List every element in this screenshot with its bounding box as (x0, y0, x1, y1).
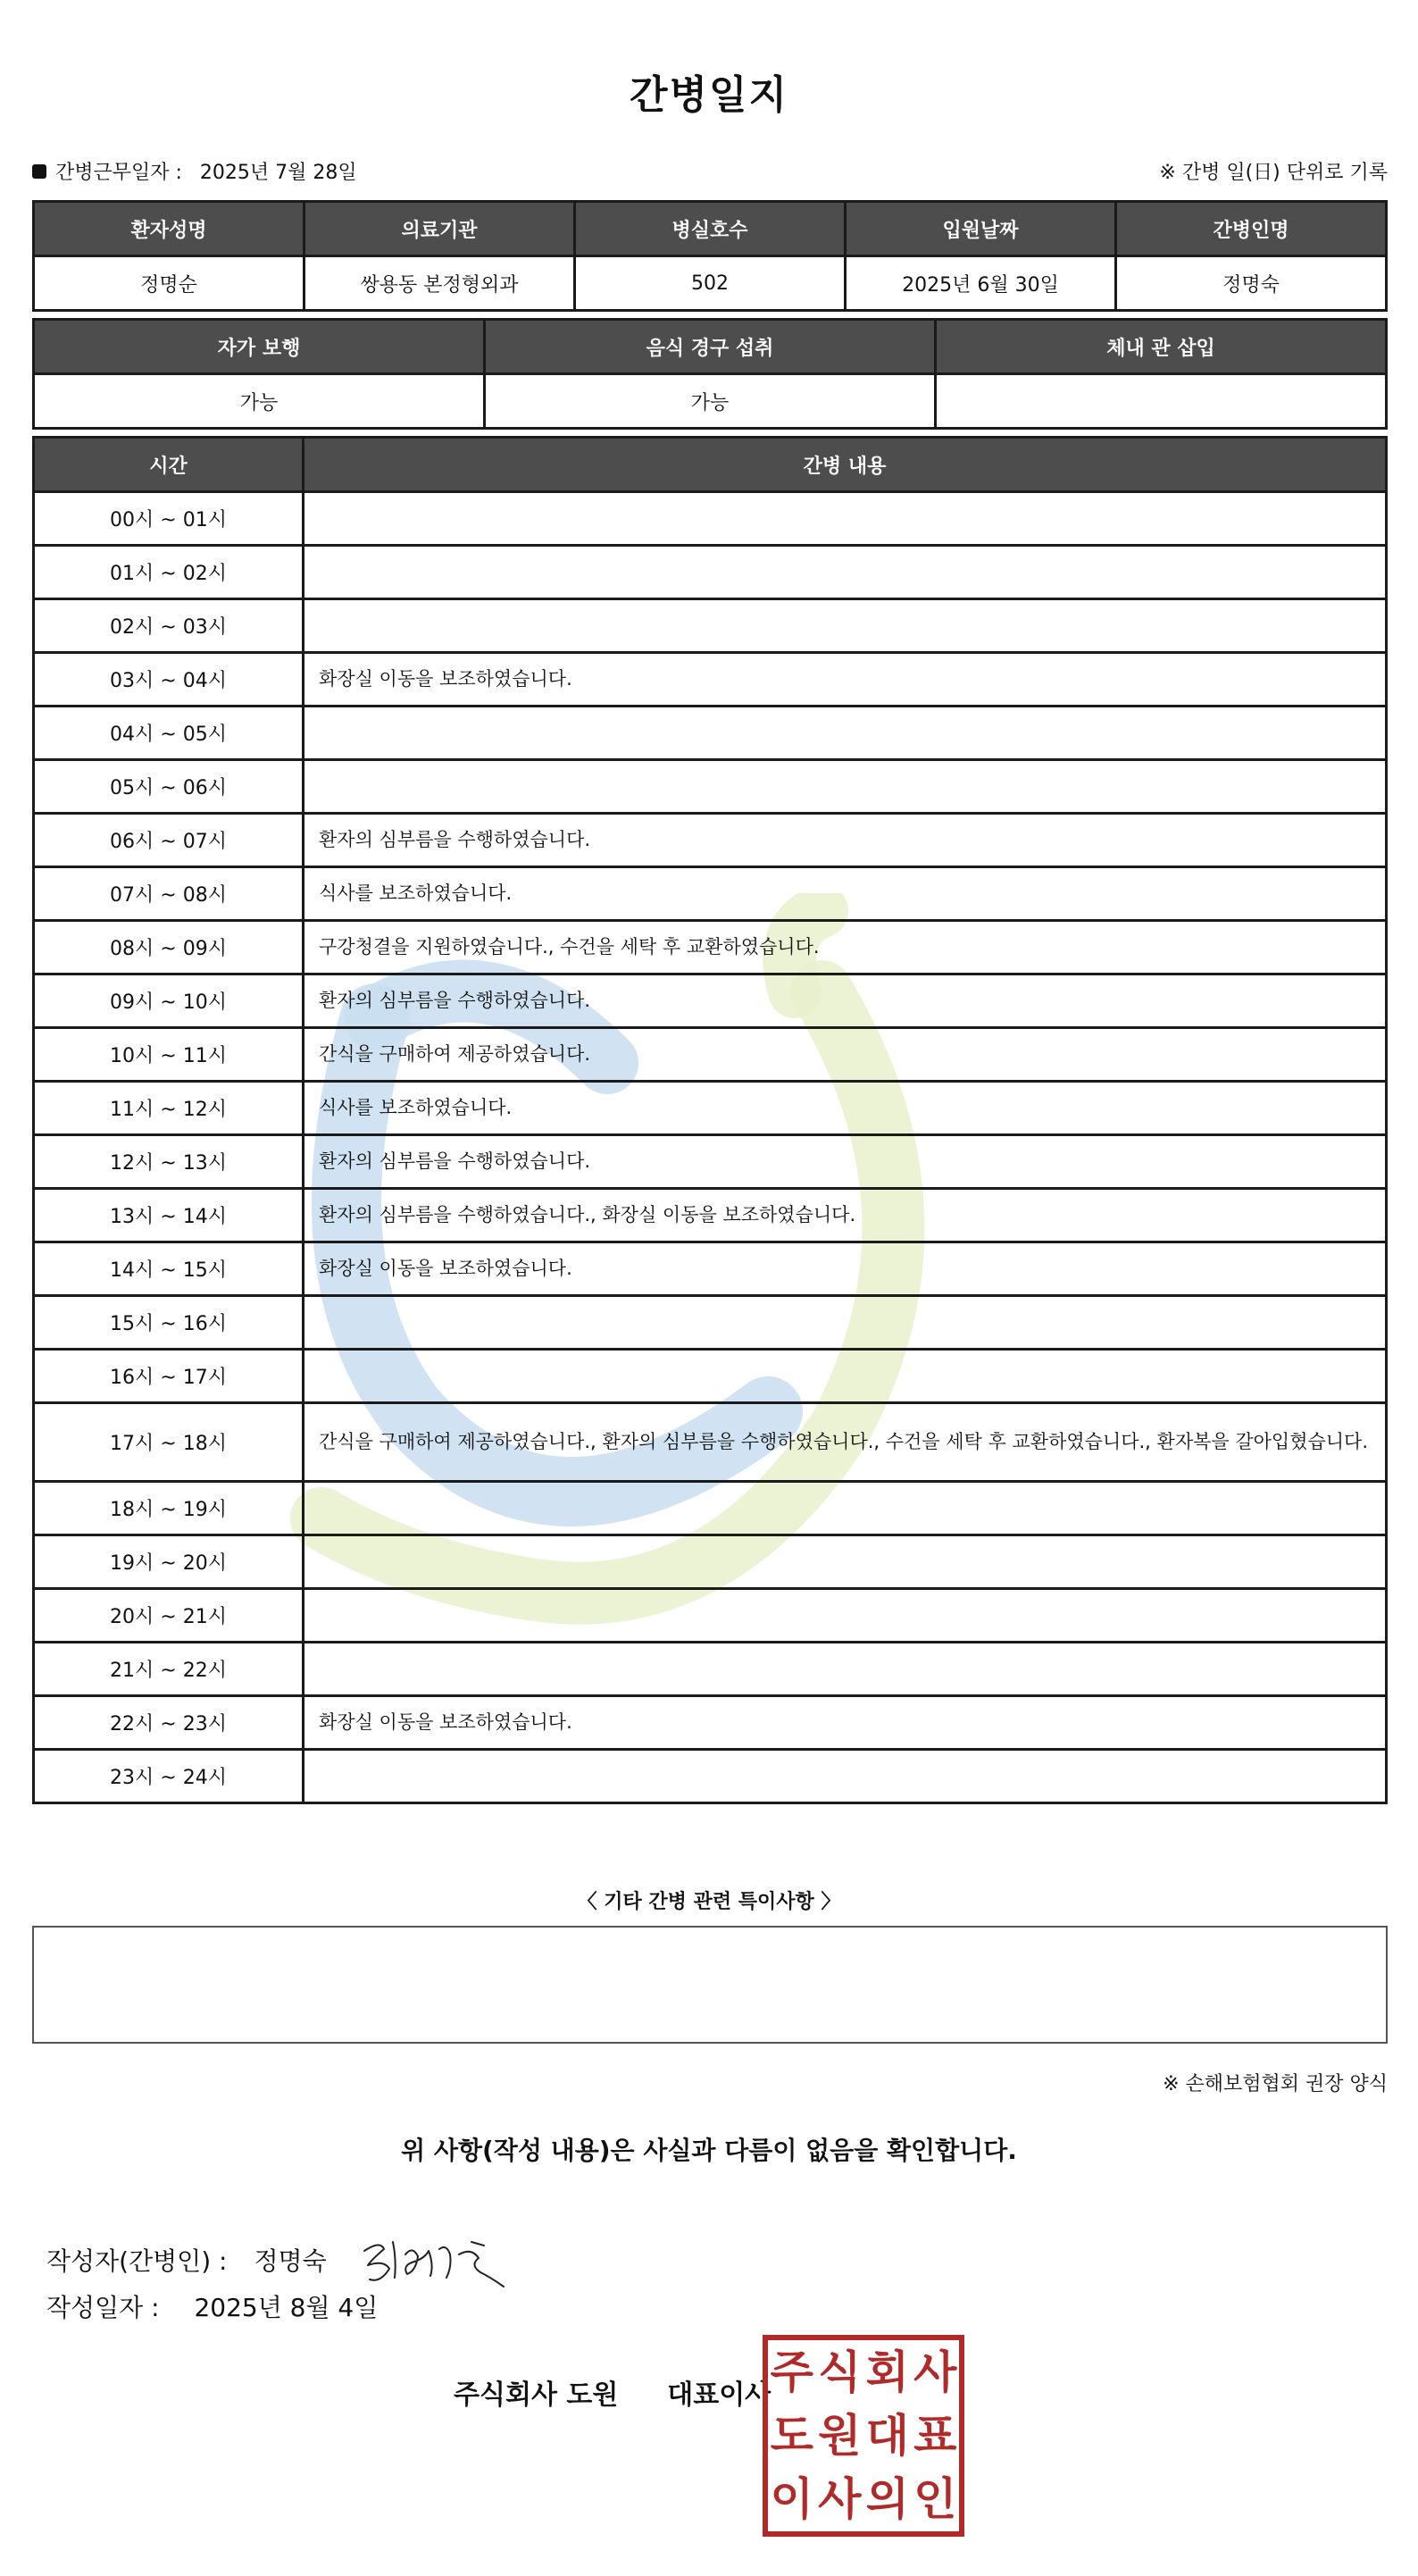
content-cell (304, 492, 1387, 546)
care-date (32, 157, 357, 185)
time-cell: 01시 ~ 02시 (34, 546, 304, 599)
header-hospital: 의료기관 (304, 202, 575, 256)
table-row (34, 1750, 1387, 1803)
written-date-value: 2025년 8월 4일 (194, 2293, 379, 2322)
time-cell: 14시 ~ 15시 (34, 1242, 304, 1296)
company-signature (454, 2372, 771, 2412)
seal-char: 사 (913, 2346, 957, 2398)
care-date-label: 간병근무일자 : (55, 162, 182, 184)
company-role: 대표이사 (667, 2379, 772, 2411)
time-cell: 15시 ~ 16시 (34, 1296, 304, 1350)
header-admission-date: 입원날짜 (846, 202, 1116, 256)
time-cell: 23시 ~ 24시 (34, 1750, 304, 1803)
patient-info-table (32, 200, 1388, 312)
seal-char: 표 (913, 2409, 957, 2462)
time-cell: 11시 ~ 12시 (34, 1082, 304, 1135)
table-row (34, 599, 1387, 653)
writer-row (46, 2224, 523, 2296)
table-row (34, 760, 1387, 814)
table-row (34, 1135, 1387, 1189)
care-log-table (32, 436, 1388, 1804)
table-row (34, 974, 1387, 1028)
content-cell (304, 1643, 1387, 1696)
table-row (34, 814, 1387, 867)
content-cell: 환자의 심부름을 수행하였습니다. (304, 1135, 1387, 1189)
time-cell: 04시 ~ 05시 (34, 707, 304, 760)
content-cell: 구강청결을 지원하였습니다., 수건을 세탁 후 교환하였습니다. (304, 921, 1387, 974)
time-cell: 03시 ~ 04시 (34, 653, 304, 707)
table-row (34, 1028, 1387, 1082)
signature-icon (354, 2224, 523, 2296)
admission-date: 2025년 6월 30일 (846, 256, 1116, 311)
time-cell: 05시 ~ 06시 (34, 760, 304, 814)
seal-char: 이 (770, 2473, 813, 2526)
seal-char: 회 (865, 2346, 909, 2398)
table-row (34, 1350, 1387, 1403)
seal-char: 도 (770, 2409, 813, 2462)
content-cell: 간식을 구매하여 제공하였습니다. (304, 1028, 1387, 1082)
time-cell: 22시 ~ 23시 (34, 1696, 304, 1750)
writer-label: 작성자(간병인) : (46, 2246, 228, 2276)
content-cell: 식사를 보조하였습니다. (304, 867, 1387, 921)
time-cell: 18시 ~ 19시 (34, 1482, 304, 1535)
time-cell: 07시 ~ 08시 (34, 867, 304, 921)
content-cell: 간식을 구매하여 제공하였습니다., 환자의 심부름을 수행하였습니다., 수건을 세탁 후 교환하였습니다., 환자복을 갈아입혔습니다. (304, 1403, 1387, 1482)
tube-status (936, 374, 1387, 429)
time-cell: 21시 ~ 22시 (34, 1643, 304, 1696)
table-row (34, 546, 1387, 599)
walking-status: 가능 (34, 374, 485, 429)
table-row (34, 1696, 1387, 1750)
seal-char: 대 (865, 2409, 909, 2462)
table-row (34, 1643, 1387, 1696)
seal-char: 원 (818, 2409, 862, 2462)
seal-char: 식 (818, 2346, 862, 2398)
time-cell: 06시 ~ 07시 (34, 814, 304, 867)
written-date-label: 작성일자 : (46, 2293, 160, 2322)
time-cell: 12시 ~ 13시 (34, 1135, 304, 1189)
meta-row (32, 157, 1388, 186)
record-unit-note: ※ 간병 일(日) 단위로 기록 (1159, 162, 1388, 184)
content-cell (304, 1535, 1387, 1589)
time-cell: 20시 ~ 21시 (34, 1589, 304, 1643)
company-seal-icon (763, 2335, 964, 2537)
table-row (34, 867, 1387, 921)
table-row (34, 653, 1387, 707)
content-cell: 화장실 이동을 보조하였습니다. (304, 1696, 1387, 1750)
table-row (34, 492, 1387, 546)
time-cell: 19시 ~ 20시 (34, 1535, 304, 1589)
seal-char: 주 (770, 2346, 813, 2398)
time-cell: 13시 ~ 14시 (34, 1189, 304, 1242)
time-cell: 17시 ~ 18시 (34, 1403, 304, 1482)
header-care-content: 간병 내용 (304, 438, 1387, 492)
seal-char: 의 (865, 2473, 909, 2526)
header-caregiver: 간병인명 (1116, 202, 1387, 256)
time-cell: 16시 ~ 17시 (34, 1350, 304, 1403)
writer-name: 정명숙 (254, 2246, 327, 2276)
content-cell: 환자의 심부름을 수행하였습니다. (304, 974, 1387, 1028)
table-row (34, 1082, 1387, 1135)
caregiver-name: 정명숙 (1116, 256, 1387, 311)
time-cell: 09시 ~ 10시 (34, 974, 304, 1028)
content-cell: 환자의 심부름을 수행하였습니다., 화장실 이동을 보조하였습니다. (304, 1189, 1387, 1242)
content-cell: 환자의 심부름을 수행하였습니다. (304, 814, 1387, 867)
notes-box (32, 1926, 1388, 2044)
header-time: 시간 (34, 438, 304, 492)
company-name: 주식회사 도원 (454, 2379, 619, 2411)
content-cell (304, 1350, 1387, 1403)
page-title: 간병일지 (629, 72, 788, 118)
table-row (34, 1403, 1387, 1482)
table-row (34, 1535, 1387, 1589)
table-row (34, 1296, 1387, 1350)
content-cell (304, 1750, 1387, 1803)
header-walking: 자가 보행 (34, 320, 485, 374)
table-row (34, 1242, 1387, 1296)
table-row (34, 1589, 1387, 1643)
time-cell: 08시 ~ 09시 (34, 921, 304, 974)
time-cell: 00시 ~ 01시 (34, 492, 304, 546)
content-cell (304, 1296, 1387, 1350)
notes-title: 〈 기타 간병 관련 특이사항 〉 (577, 1891, 841, 1913)
header-patient-name: 환자성명 (34, 202, 304, 256)
content-cell (304, 599, 1387, 653)
table-row (34, 1189, 1387, 1242)
confirmation-statement: 위 사항(작성 내용)은 사실과 다름이 없음을 확인합니다. (401, 2136, 1017, 2165)
content-cell (304, 1589, 1387, 1643)
care-date-value: 2025년 7월 28일 (199, 162, 357, 184)
content-cell (304, 760, 1387, 814)
header-oral-intake: 음식 경구 섭취 (485, 320, 936, 374)
table-row (34, 1482, 1387, 1535)
content-cell: 화장실 이동을 보조하였습니다. (304, 653, 1387, 707)
time-cell: 02시 ~ 03시 (34, 599, 304, 653)
table-row (34, 921, 1387, 974)
room-number: 502 (575, 256, 846, 311)
patient-status-table (32, 318, 1388, 430)
content-cell (304, 707, 1387, 760)
header-room: 병실호수 (575, 202, 846, 256)
content-cell: 화장실 이동을 보조하였습니다. (304, 1242, 1387, 1296)
hospital: 쌍용동 본정형외과 (304, 256, 575, 311)
content-cell (304, 1482, 1387, 1535)
oral-intake-status: 가능 (485, 374, 936, 429)
table-row (34, 707, 1387, 760)
content-cell (304, 546, 1387, 599)
content-cell: 식사를 보조하였습니다. (304, 1082, 1387, 1135)
bullet-icon (32, 164, 46, 179)
written-date-row (46, 2288, 378, 2324)
patient-name: 정명순 (34, 256, 304, 311)
header-tube: 체내 관 삽입 (936, 320, 1387, 374)
seal-char: 사 (818, 2473, 862, 2526)
seal-char: 인 (913, 2473, 957, 2526)
insurance-note: ※ 손해보험협회 권장 양식 (1163, 2073, 1388, 2095)
time-cell: 10시 ~ 11시 (34, 1028, 304, 1082)
